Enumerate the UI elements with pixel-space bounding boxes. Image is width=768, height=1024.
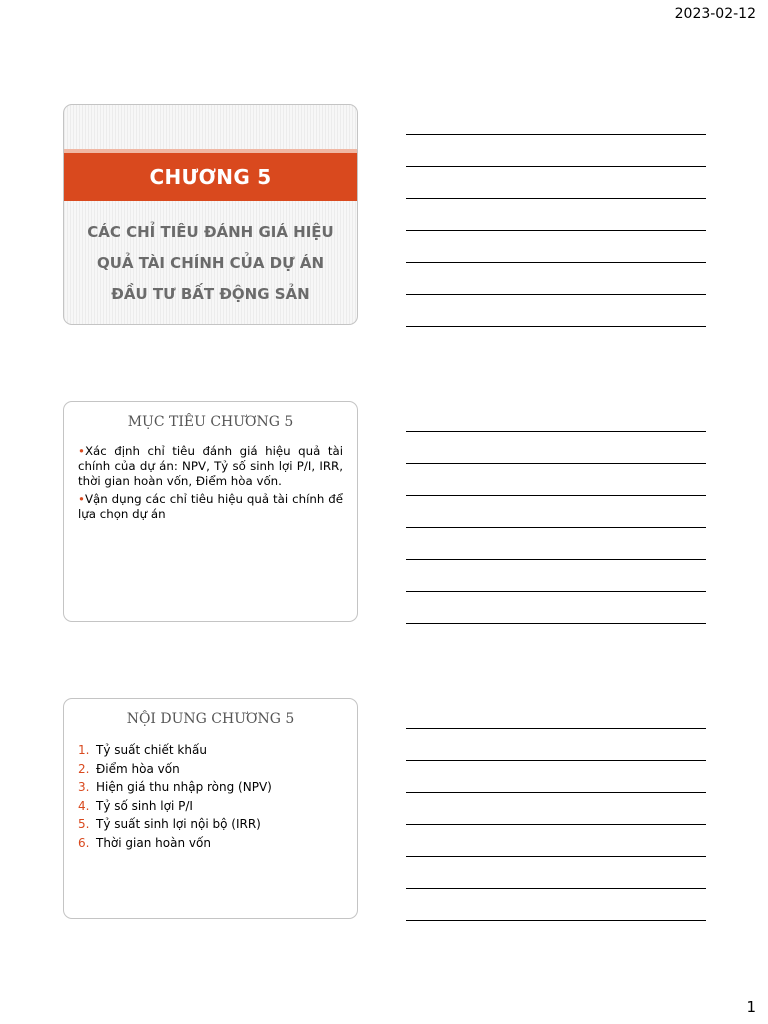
note-line bbox=[406, 792, 706, 793]
item-number: 4. bbox=[78, 798, 90, 813]
slide-heading: MỤC TIÊU CHƯƠNG 5 bbox=[127, 414, 294, 430]
item-number: 5. bbox=[78, 817, 90, 831]
chapter-subtitle bbox=[74, 217, 347, 310]
note-line bbox=[406, 623, 706, 624]
note-line bbox=[406, 888, 706, 889]
note-line bbox=[406, 463, 706, 464]
item-number: 3. bbox=[78, 780, 90, 794]
note-line bbox=[406, 559, 706, 560]
print-date: 2023-02-12 bbox=[674, 6, 756, 22]
chapter-band bbox=[64, 153, 357, 201]
note-line bbox=[406, 824, 706, 825]
item-number: 6. bbox=[78, 835, 90, 850]
page-number: 1 bbox=[746, 998, 756, 1016]
note-line bbox=[406, 920, 706, 921]
item-text: Điểm hòa vốn bbox=[96, 761, 180, 776]
note-line bbox=[406, 856, 706, 857]
slide-title bbox=[63, 104, 358, 325]
item-number: 1. bbox=[78, 743, 90, 757]
objectives-list bbox=[78, 444, 343, 522]
list-item bbox=[78, 834, 343, 853]
note-line bbox=[406, 198, 706, 199]
slide-objectives bbox=[63, 401, 358, 622]
note-line bbox=[406, 495, 706, 496]
note-line bbox=[406, 262, 706, 263]
item-text: Thời gian hoàn vốn bbox=[96, 835, 211, 850]
item-text: Tỷ suất chiết khấu bbox=[96, 743, 207, 757]
note-line bbox=[406, 326, 706, 327]
list-item bbox=[78, 815, 343, 834]
item-number: 2. bbox=[78, 761, 90, 776]
list-item bbox=[78, 444, 343, 489]
item-text: Hiện giá thu nhập ròng (NPV) bbox=[96, 780, 272, 794]
bullet-text: Vận dụng các chỉ tiêu hiệu quả tài chính để lựa chọn dự án bbox=[78, 492, 343, 521]
note-line bbox=[406, 230, 706, 231]
slide-contents bbox=[63, 698, 358, 919]
note-line bbox=[406, 431, 706, 432]
note-line bbox=[406, 728, 706, 729]
chapter-title: CHƯƠNG 5 bbox=[149, 165, 272, 189]
bullet-icon: • bbox=[78, 444, 85, 458]
note-line bbox=[406, 527, 706, 528]
subtitle-line: QUẢ TÀI CHÍNH CỦA DỰ ÁN bbox=[96, 254, 325, 272]
note-line bbox=[406, 134, 706, 135]
list-item bbox=[78, 492, 343, 522]
slide-heading: NỘI DUNG CHƯƠNG 5 bbox=[126, 711, 295, 727]
bullet-text: Xác định chỉ tiêu đánh giá hiệu quả tài chính của dự án: NPV, Tỷ số sinh lợi P/I, IRR, thời gian hoàn vốn, Điểm hòa vốn. bbox=[78, 444, 343, 488]
item-text: Tỷ suất sinh lợi nội bộ (IRR) bbox=[96, 817, 261, 831]
note-line bbox=[406, 166, 706, 167]
subtitle-line: CÁC CHỈ TIÊU ĐÁNH GIÁ HIỆU bbox=[87, 223, 334, 241]
list-item bbox=[78, 741, 343, 760]
bullet-icon: • bbox=[78, 492, 85, 506]
note-line bbox=[406, 591, 706, 592]
list-item bbox=[78, 797, 343, 816]
item-text: Tỷ số sinh lợi P/I bbox=[96, 798, 193, 813]
list-item bbox=[78, 760, 343, 779]
note-line bbox=[406, 760, 706, 761]
note-line bbox=[406, 294, 706, 295]
contents-list bbox=[78, 741, 343, 852]
subtitle-line: ĐẦU TƯ BẤT ĐỘNG SẢN bbox=[111, 285, 310, 303]
list-item bbox=[78, 778, 343, 797]
